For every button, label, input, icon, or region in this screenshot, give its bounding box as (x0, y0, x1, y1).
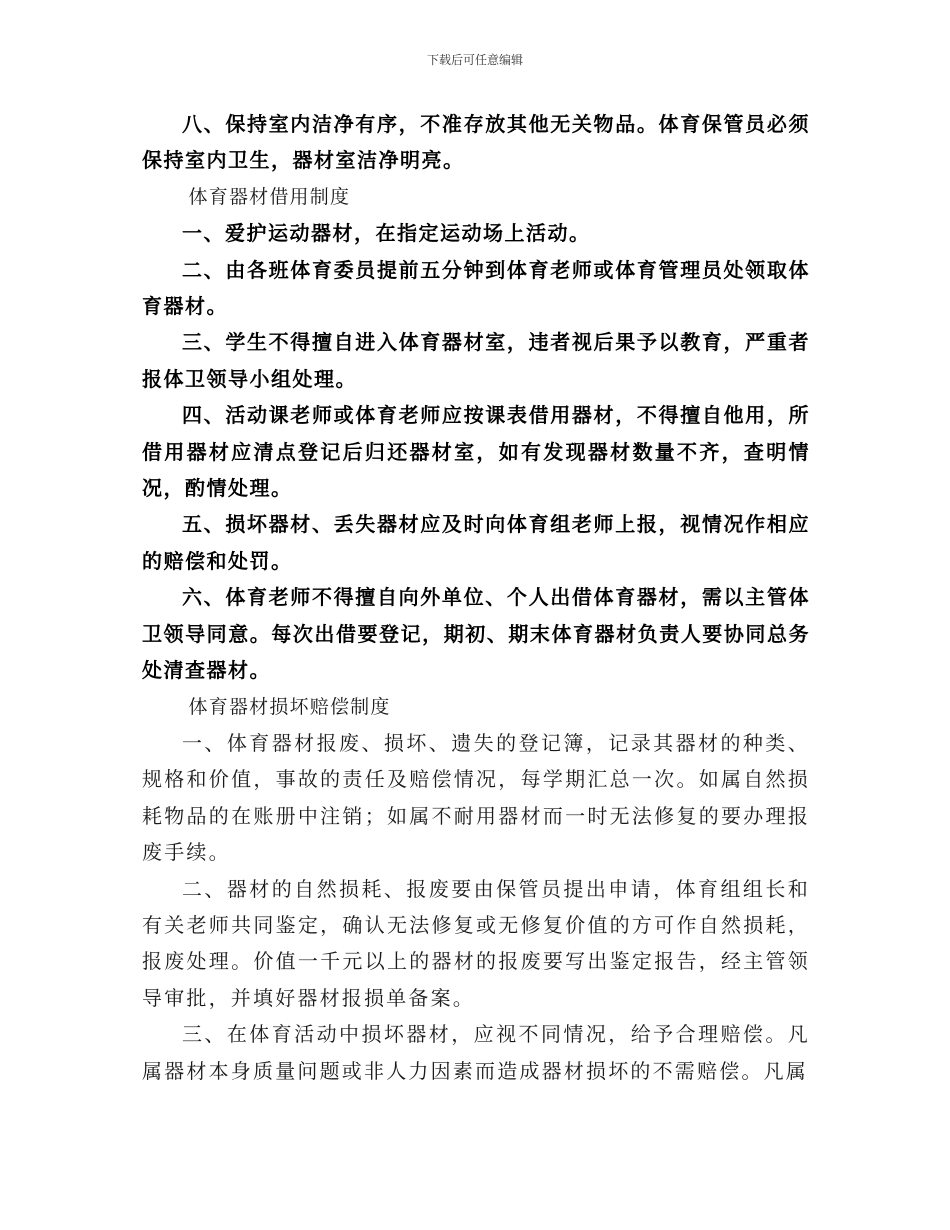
borrowing-rule-2: 二、由各班体育委员提前五分钟到体育老师或体育管理员处领取体育器材。 (142, 257, 810, 319)
page-header: 下载后可任意编辑 (426, 53, 523, 67)
compensation-rule-3: 三、在体育活动中损坏器材，应视不同情况，给予合理赔偿。凡属器材本身质量问题或非人力因素而造成器材损坏的不需赔偿。凡属 (142, 1022, 810, 1083)
compensation-rule-2: 二、器材的自然损耗、报废要由保管员提出申请，体育组组长和有关老师共同鉴定，确认无法修复或无修复价值的方可作自然损耗，报废处理。价值一千元以上的器材的报废要写出鉴定报告，经主管领导审批，并填好器材报损单备案。 (142, 876, 810, 1010)
borrowing-rule-4: 四、活动课老师或体育老师应按课表借用器材，不得擅自他用，所借用器材应清点登记后归还器材室，如有发现器材数量不齐，查明情况，酌情处理。 (142, 403, 810, 501)
rule-item-8: 八、保持室内洁净有序，不准存放其他无关物品。体育保管员必须保持室内卫生，器材室洁净明亮。 (142, 112, 810, 173)
document-body (142, 106, 810, 1089)
section-title-borrowing: 体育器材借用制度 (188, 185, 351, 208)
borrowing-rule-6: 六、体育老师不得擅自向外单位、个人出借体育器材，需以主管体卫领导同意。每次出借要登记，期初、期末体育器材负责人要协同总务处清查器材。 (142, 585, 810, 683)
borrowing-rule-1: 一、爱护运动器材，在指定运动场上活动。 (182, 221, 591, 246)
section-title-compensation: 体育器材损坏赔偿制度 (188, 695, 391, 718)
borrowing-rule-5: 五、损坏器材、丢失器材应及时向体育组老师上报，视情况作相应的赔偿和处罚。 (142, 512, 810, 573)
compensation-rule-1: 一、体育器材报废、损坏、遗失的登记簿，记录其器材的种类、规格和价值，事故的责任及赔偿情况，每学期汇总一次。如属自然损耗物品的在账册中注销；如属不耐用器材而一时无法修复的要办理报废手续。 (142, 730, 810, 865)
borrowing-rule-3: 三、学生不得擅自进入体育器材室，违者视后果予以教育，严重者报体卫领导小组处理。 (142, 330, 810, 391)
